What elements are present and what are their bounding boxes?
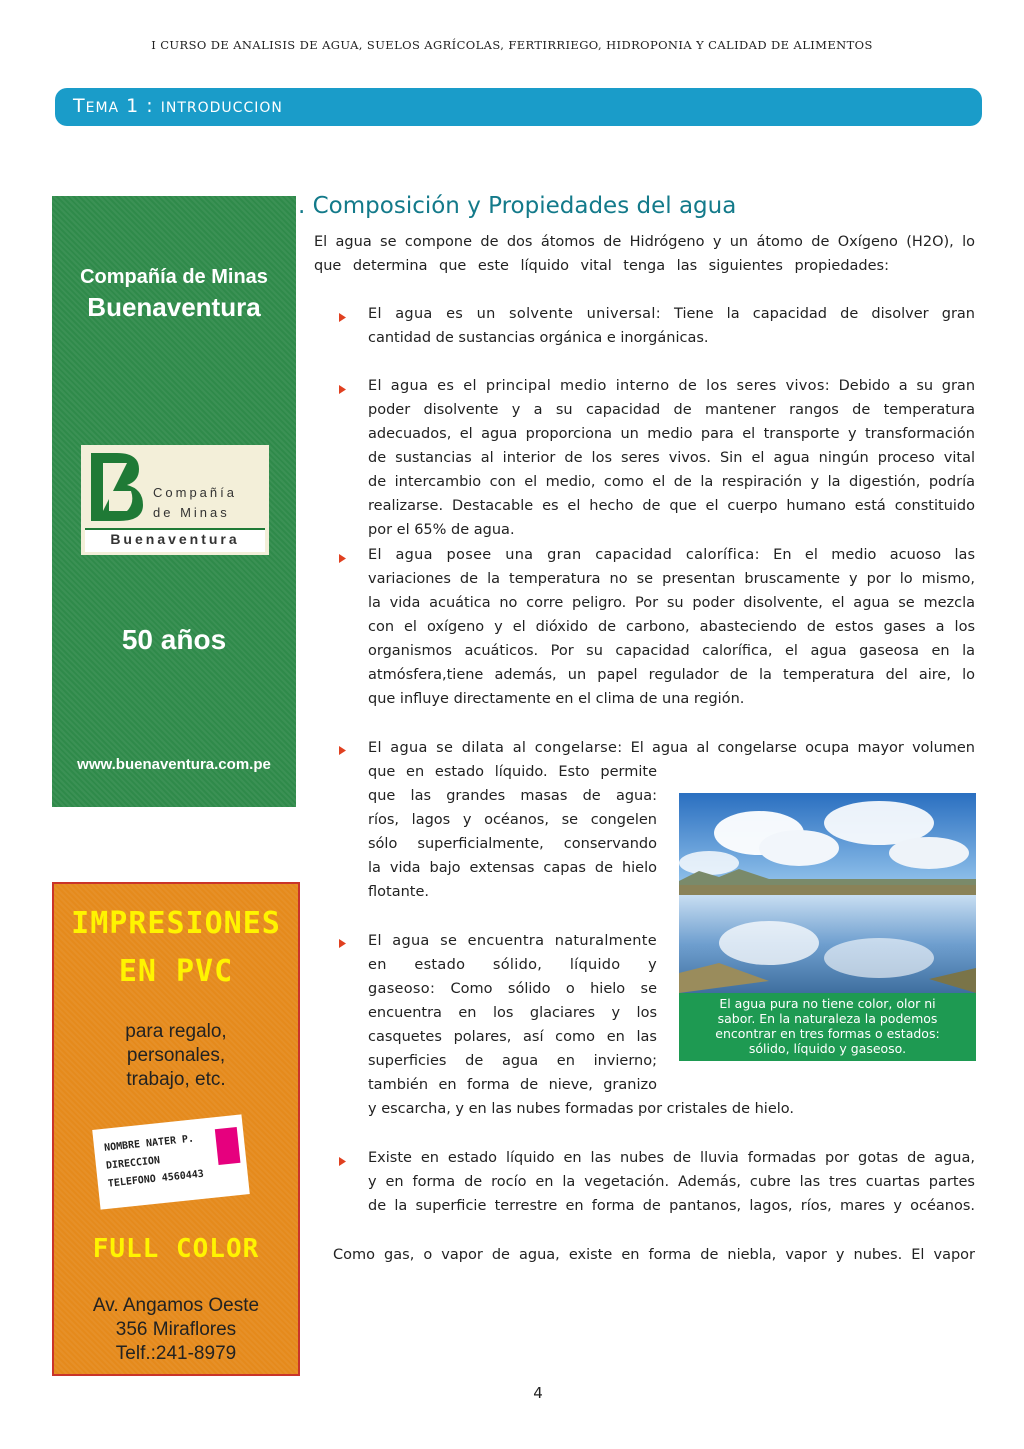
intro-line-1: El agua se compone de dos átomos de Hidrógeno y un átomo de Oxígeno (H2O), lo [314,234,975,250]
pvc-line-impresiones: IMPRESIONES [71,906,281,941]
lake-landscape-image [679,793,976,993]
pvc-full-color: FULL COLOR [92,1234,260,1264]
pvc-card-sample [92,1114,250,1209]
photo-caption [679,993,976,1061]
card-color-block [215,1127,241,1165]
lake-photo [679,793,976,993]
pvc-line-en-pvc: EN PVC [118,954,234,989]
ad-website: www.buenaventura.com.pe [77,756,271,773]
b4-line-1: El agua se dilata al congelarse: El agua al congelarse ocupa mayor volumen [368,740,975,756]
logo-text-compania: Compañía [153,485,237,500]
pvc-line-trabajo: trabajo, etc. [126,1069,226,1090]
bullet-icon [339,313,346,322]
course-header: I CURSO DE ANALISIS DE AGUA, SUELOS AGRÍCOLAS, FERTIRRIEGO, HIDROPONIA Y CALIDAD DE ALIMENTOS [151,38,873,52]
b3-line-3: la vida acuática no corre peligro. Por su poder disolvente, el agua se mezcla [368,595,975,611]
bullet-icon [339,939,346,948]
caption-line-4: sólido, líquido y gaseoso. [748,1041,907,1056]
b3-line-1: El agua posee una gran capacidad calorífica: En el medio acuoso las [368,547,975,563]
b4-line-6: la vida bajo extensas capas de hielo [368,860,657,876]
b6-line-3: de la superficie terrestre en forma de pantanos, lagos, ríos, mares y océanos. [368,1198,975,1214]
b4-line-3: que las grandes masas de agua: [368,788,657,804]
caption-line-1: El agua pura no tiene color, olor ni [719,996,936,1011]
b2-line-5: de intercambio con el medio, como el de la respiración y la digestión, podría [368,474,975,490]
b2-line-7: por el 65% de agua. [368,522,515,538]
b6-line-1: Existe en estado líquido en las nubes de lluvia formadas por gotas de agua, [368,1150,975,1166]
b6-line-2: y en forma de rocío en la vegetación. Además, cubre las tres cuartas partes [368,1174,975,1190]
pvc-ad [52,882,300,1376]
pvc-address-1: Av. Angamos Oeste [92,1295,260,1316]
b2-line-2: poder disolvente y a su capacidad de mantener rangos de temperatura [368,402,975,418]
b3-line-2: variaciones de la temperatura no se presentan bruscamente y por lo mismo, [368,571,975,587]
b4-line-5: sólo superficialmente, conservando [368,836,657,852]
ad-years: 50 años [121,624,227,655]
b3-line-5: organismos acuáticos. Por su capacidad calorífica, el agua gaseosa en la [368,643,975,659]
card-address: DIRECCION [105,1155,161,1172]
pvc-line-personales: personales, [126,1045,226,1066]
b4-line-4: ríos, lagos y océanos, se congelen [368,812,657,828]
intro-line-2: que determina que este líquido vital tenga las siguientes propiedades: [314,258,889,274]
b2-line-6: realizarse. Destacable es el hecho de que el cuerpo humano está constituido [368,498,975,514]
b5-line-4: encuentra en los glaciares y los [368,1005,657,1021]
b2-line-4: de sustancias al interior de los seres vivos. Sin el agua ningún proceso vital [368,450,975,466]
b3-line-7: que influye directamente en el clima de una región. [368,691,745,707]
tema-title: TEMA 1 : INTRODUCCION [73,95,283,117]
pvc-line-regalo: para regalo, [125,1021,227,1042]
b2-line-1: El agua es el principal medio interno de los seres vivos: Debido a su gran [368,378,976,394]
ad-company-line: Compañía de Minas [80,266,268,288]
b-logo-icon [87,451,145,523]
b5-line-7: también en forma de nieve, granizo [368,1077,657,1093]
caption-line-3: encontrar en tres formas o estados: [715,1026,940,1041]
b5-line-3: gaseoso: Como sólido o hielo se [368,981,657,997]
logo-text-buenaventura: Buenaventura [110,531,240,547]
b4-line-7: flotante. [368,884,429,900]
bullet-icon [339,1157,346,1166]
tema-bar [55,88,982,126]
b5-line-6: superficies de agua en invierno; [368,1053,657,1069]
buenaventura-logo [81,445,269,555]
page-number: 4 [533,1384,543,1402]
pvc-address-2: 356 Miraflores [115,1319,237,1340]
bullet-icon [339,554,346,563]
b5-line-8: y escarcha, y en las nubes formadas por cristales de hielo. [368,1101,795,1117]
bullet-icon [339,385,346,394]
buenaventura-ad [52,196,296,807]
b1-line-2: cantidad de sustancias orgánica e inorgánicas. [368,330,709,346]
pvc-phone: Telf.:241-8979 [115,1343,237,1364]
b4-line-2: que en estado líquido. Esto permite [368,764,657,780]
b5-line-2: en estado sólido, líquido y [368,957,657,973]
b3-line-4: con el oxígeno y el dióxido de carbono, abasteciendo de estos gases a los [368,619,975,635]
bullet-icon [339,746,346,755]
card-phone: TELEFONO 4560443 [107,1168,205,1190]
ad-company-name: Buenaventura [87,292,261,322]
final-line: Como gas, o vapor de agua, existe en forma de niebla, vapor y nubes. El vapor [333,1247,975,1263]
b5-line-1: El agua se encuentra naturalmente [368,933,657,949]
section-title: . Composición y Propiedades del agua [298,193,737,219]
logo-text-de-minas: de Minas [153,505,230,520]
caption-line-2: sabor. En la naturaleza la podemos [717,1011,938,1026]
b2-line-3: adecuados, el agua proporciona un medio para el transporte y transformación [368,426,975,442]
b5-line-5: casquetes polares, así como en las [368,1029,657,1045]
b3-line-6: atmósfera,tiene además, un papel regulador de la temperatura del aire, lo [368,667,975,683]
card-name: NOMBRE NATER P. [103,1133,195,1154]
b1-line-1: El agua es un solvente universal: Tiene la capacidad de disolver gran [368,306,975,322]
